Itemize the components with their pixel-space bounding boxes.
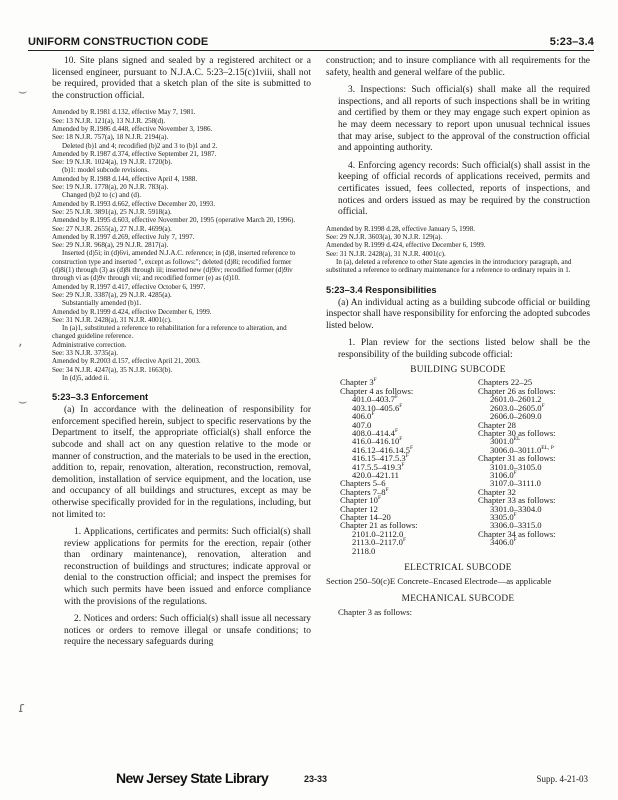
history-note: Amended by R.1987 d.374, effective September 21, 1987. [52, 149, 217, 158]
section-3-4-item-1: 1. Plan review for the sections listed below shall be the responsibility of the building subcode official: [338, 338, 590, 360]
table-cell: 2101.0–2112.0 [352, 528, 404, 539]
table-cell: Chapter 31 as follows: [478, 453, 556, 464]
section-title-3-4: 5:23–3.4 Responsibilities [326, 284, 437, 295]
table-cell: 2606.0–2609.0 [490, 411, 542, 422]
table-row [326, 547, 590, 555]
history-note: Amended by R.1997 d.417, effective October 6, 1997. [52, 282, 206, 291]
margin-mark: ⌣ [18, 394, 28, 410]
margin-mark: ɾ [18, 700, 26, 716]
section-3-3-item-4: 4. Enforcing agency records: Such official(s) shall assist in the keeping of official records of applications received, permits and certificates issued, fees collected, reports of inspections, and notices and orders issued as may be required by the construction official. [338, 160, 590, 218]
right-column [326, 56, 590, 756]
running-header [28, 36, 594, 51]
history-note: Amended by R.1981 d.132, effective May 7, 1981. [52, 108, 196, 117]
history-note: See: 29 N.J.R. 3387(a), 29 N.J.R. 4285(a). [52, 290, 172, 299]
table-cell: $3001.0^{EL}$ [490, 436, 521, 447]
history-note: Deleted (b)1 and 4; recodified (b)2 and 3 to (b)1 and 2. [62, 141, 218, 150]
table-cell: $3406.0^F$ [490, 537, 517, 548]
section-3-3-item-2: 2. Notices and orders: Such official(s) shall issue all necessary notices or orders to remove illegal or unsafe conditions; to require the necessary safeguards during [64, 614, 311, 648]
section-3-3-item-1: 1. Applications, certificates and permits: Such official(s) shall review applications for permits for the erection, repair (other than ordinary maintenance), renovation, alteration and reconstruction of buildings and structures; indicate approval or denial to the construction official; and inspect the premises for which such permits have been issued and enforce compliance with the provisions of the regulations. [64, 527, 311, 607]
history-note: In (a)1, substituted a reference to rehabilitation for a reference to alteration, and changed guideline reference. [52, 324, 287, 341]
history-note: See: 29 N.J.R. 3603(a), 30 N.J.R. 129(a). [326, 233, 443, 242]
history-notes [326, 225, 590, 275]
table-cell: $408.0-414.4^F$ [352, 427, 399, 438]
electrical-subcode-line: Section 250–50(c)E Concrete–Encased Electrode—as applicable [326, 576, 552, 586]
table-cell: Chapter 4 as follows: [340, 385, 414, 396]
table-cell: $416.12-416.14.5^F$ [352, 444, 414, 455]
table-cell: Chapter 28 [478, 419, 516, 430]
history-note: Amended by R.1998 d.28, effective January 5, 1998. [326, 224, 475, 233]
building-subcode-table [326, 378, 590, 555]
history-note: See: 29 N.J.R. 968(a), 29 N.J.R. 2817(a). [52, 241, 169, 250]
history-note: Administrative correction. [52, 340, 127, 349]
table-cell: Chapters 5–6 [340, 478, 386, 489]
history-note: Amended by R.2003 d.157, effective April 21, 2003. [52, 357, 201, 366]
building-subcode-heading: BUILDING SUBCODE [410, 365, 506, 376]
table-cell: Chapter 12 [340, 503, 378, 514]
history-note: (b)1: model subcode revisions. [62, 166, 149, 175]
history-note: Amended by R.1999 d.424, effective December 6, 1999. [326, 241, 486, 250]
history-note: See: 13 N.J.R. 121(a), 13 N.J.R. 258(d). [52, 116, 166, 125]
margin-mark: ⌣ [18, 84, 28, 100]
section-3-3-item-3: 3. Inspections: Such official(s) shall make all the required inspections, and all reports of such inspections shall be in writing and certified by them or they may engage such expert opinion as he may deem necessary to report upon unusual technical issues that may arise, subject to the approval of the construction official and appointing authority. [338, 85, 590, 154]
supplement-date: Supp. 4-21-03 [536, 774, 588, 784]
table-cell: Chapter 32 [478, 486, 516, 497]
table-cell: Chapter $3^F$ [340, 377, 377, 388]
continued-text: construction; and to insure compliance with all requirements for the safety, health and general welfare of the public. [326, 56, 590, 78]
table-cell: $417.5.5-419.3^F$ [352, 461, 405, 472]
table-cell: Chapters $7-8^F$ [340, 486, 389, 497]
table-cell: 3107.0–3111.0 [490, 478, 541, 489]
history-note: Amended by R.1999 d.424, effective December 6, 1999. [52, 307, 212, 316]
history-note: Amended by R.1986 d.448, effective November 3, 1986. [52, 124, 213, 133]
table-cell: 3301.0–3304.0 [490, 503, 542, 514]
table-cell: Chapter 21 as follows: [340, 520, 418, 531]
history-note: See: 19 N.J.R. 1024(a), 19 N.J.R. 1720(b). [52, 158, 173, 167]
table-cell: Chapter $10^F$ [340, 495, 382, 506]
history-note: See: 33 N.J.R. 3735(a). [52, 348, 118, 357]
margin-mark: ʼ [18, 342, 23, 358]
history-note: Amended by R.1995 d.603, effective November 20, 1995 (operative March 20, 1996). [52, 216, 296, 225]
table-cell: $416.0-416.10^F$ [352, 436, 403, 447]
history-note: Changed (b)2 to (c) and (d). [62, 191, 142, 200]
header-title: UNIFORM CONSTRUCTION CODE [28, 36, 209, 48]
electrical-subcode-heading: ELECTRICAL SUBCODE [404, 563, 512, 573]
mechanical-subcode-heading: MECHANICAL SUBCODE [401, 593, 515, 604]
history-note: Amended by R.1988 d.144, effective April 4, 1988. [52, 174, 198, 183]
table-cell: $403.10-405.6^F$ [352, 402, 403, 413]
table-cell: 3101.0–3105.0 [490, 461, 542, 472]
table-cell: Chapter 34 as follows: [478, 528, 556, 539]
table-cell: $2603.0-2605.0^F$ [490, 402, 545, 413]
table-cell: Chapter 14–20 [340, 511, 391, 522]
table-cell [468, 547, 590, 555]
history-note: See: 19 N.J.R. 1778(a), 20 N.J.R. 783(a). [52, 183, 169, 192]
history-note: Inserted (d)5i; in (d)6vi, amended N.J.A.C. reference; in (d)8, inserted reference to construction type and inserted ", except as follows:"; deleted (d)8i; recodified former (d)8i(1) through (3) as (d)8i through iii; inserted new (d)9iv; recodified former (d)9iv through vi as (d)9v through vii; and recodified former (e) as (d)10. [52, 249, 296, 283]
history-note: In (d)5, added ii. [62, 373, 110, 382]
table-cell: $3106.0^F$ [490, 469, 517, 480]
history-notes [52, 108, 311, 382]
page-number: 23-33 [304, 774, 328, 784]
history-note: In (a), deleted a reference to other State agencies in the introductory paragraph, and substituted a reference to ordinary maintenance for a reference to ordinary repairs in 1. [326, 257, 572, 275]
table-cell: 3306.0–3315.0 [490, 520, 542, 531]
history-note: See: 31 N.J.R. 2428(a), 31 N.J.R. 4001(c). [52, 315, 172, 324]
history-note: Substantially amended (b)1. [62, 299, 142, 308]
paragraph-10: 10. Site plans signed and sealed by a registered architect or a licensed engineer, pursuant to N.J.A.C. 5:23–2.15(c)1viii, shall not be required, provided that a sketch plan of the site is submitted to the construction official. [52, 56, 311, 101]
section-3-4-a: (a) An individual acting as a building subcode official or building inspector shall have responsibility for enforcing the adopted subcodes listed below. [326, 297, 590, 331]
table-cell: Chapter 30 as follows: [478, 427, 556, 438]
table-cell: 407.0 [352, 419, 372, 430]
table-cell: $2113.0-2117.0^F$ [352, 537, 406, 548]
history-note: See: 27 N.J.R. 2655(a), 27 N.J.R. 4699(a). [52, 224, 172, 233]
table-cell: 2118.0 [352, 545, 376, 556]
left-column [52, 56, 311, 756]
table-cell: $416.15-417.5.3^F$ [352, 453, 409, 464]
table-cell: Chapters 22–25 [478, 377, 533, 388]
history-note: See: 25 N.J.R. 3891(a), 25 N.J.R. 5918(a). [52, 207, 172, 216]
table-cell: 420.0–421.11 [352, 469, 399, 480]
library-stamp: New Jersey State Library [116, 770, 269, 786]
table-cell: 2601.0–2601.2 [490, 394, 542, 405]
history-note: See: 34 N.J.R. 4247(a), 35 N.J.R. 1663(b). [52, 365, 173, 374]
table-cell: $401.0-403.7^F$ [352, 394, 399, 405]
page-footer [0, 770, 618, 790]
table-cell: Chapter 33 as follows: [478, 495, 556, 506]
history-note: Amended by R.1993 d.662, effective December 20, 1993. [52, 199, 216, 208]
history-note: Amended by R.1997 d.269, effective July 7, 1997. [52, 232, 195, 241]
mechanical-subcode-line: Chapter 3 as follows: [338, 606, 413, 617]
table-cell: Chapter 26 as follows: [478, 385, 556, 396]
header-section: 5:23–3.4 [549, 36, 594, 48]
section-title-3-3: 5:23–3.3 Enforcement [52, 392, 149, 403]
table-cell: $3006.0-3011.0^{EL, P}$ [490, 444, 554, 455]
table-cell: $3305.0^F$ [490, 511, 517, 522]
table-cell: $406.0^F$ [352, 411, 375, 422]
history-note: See: 18 N.J.R. 757(a), 18 N.J.R. 2194(a). [52, 133, 169, 142]
history-note: See: 31 N.J.R. 2428(a), 31 N.J.R. 4001(c). [326, 249, 446, 258]
section-3-3-a: (a) In accordance with the delineation of responsibility for enforcement specified herein, subject to specific reservations by the Department to itself, the appropriate official(s) shall enforce the subcode and shall act on any question relative to the mode or manner of construction, and the materials to be used in the erection, addition to, repair, renovation, alteration, reconstruction, removal, demolition, installation of service equipment, and the location, use and occupancy of all buildings and structures, except as may be otherwise specifically provided for in the regulations, including, but not limited to: [52, 405, 311, 520]
